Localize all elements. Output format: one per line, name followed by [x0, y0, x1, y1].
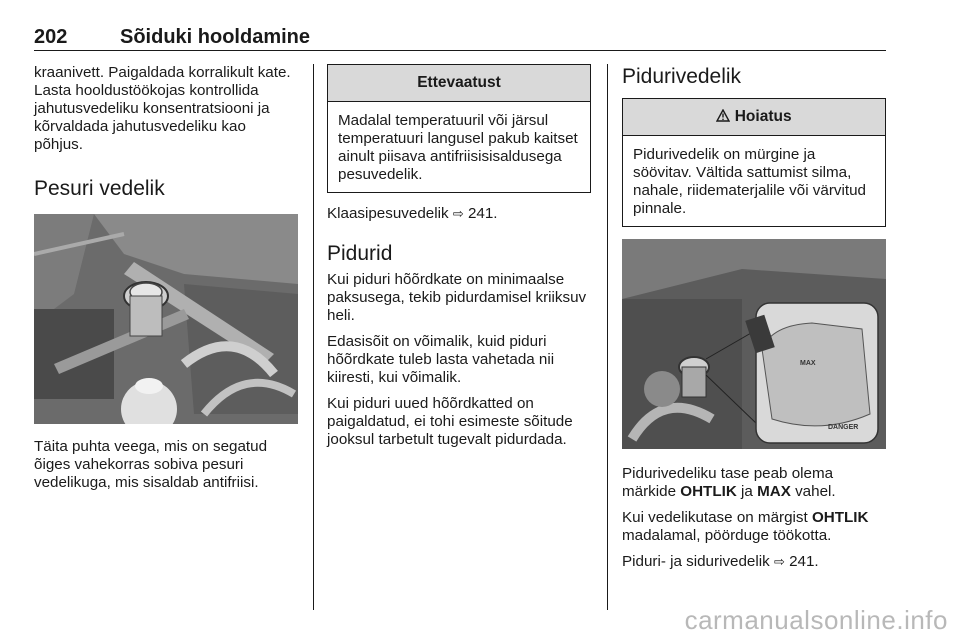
danger-label: DANGER [828, 424, 859, 431]
arrow-reference-icon: ⇨ [452, 206, 464, 221]
warning-box [622, 98, 886, 227]
brake-fluid-low-paragraph [622, 509, 886, 545]
brakes-paragraph: Kui piduri uued hõõrdkatted on paigaldatud, ei tohi esimeste sõitude jooksul tarbetult tugevalt pidurdada. [327, 395, 573, 448]
washer-fluid-reservoir-image [34, 214, 298, 424]
section-heading-brakes: Pidurid [327, 242, 393, 265]
brake-fluid-reservoir-image [622, 239, 886, 449]
watermark: carmanualsonline.info [684, 605, 948, 635]
max-label: MAX [800, 360, 816, 367]
column-left [34, 64, 298, 500]
page-header [34, 26, 886, 51]
washer-fluid-reference [327, 205, 591, 223]
section-heading-brake-fluid: Pidurivedelik [622, 65, 742, 88]
ohtlik-mark: OHTLIK [811, 509, 869, 526]
column-divider [313, 64, 314, 610]
page-number: 202 [34, 26, 68, 48]
reference-label: Klaasipesuvedelik [327, 205, 449, 222]
reference-label: Piduri- ja sidurivedelik [622, 553, 770, 570]
arrow-reference-icon: ⇨ [773, 554, 785, 569]
intro-paragraph: kraanivett. Paigaldada korralikult kate. Lasta hooldustöökojas kontrollida jahutusvedeliku konsentratsiooni ja kõrvaldada jahutusvedeliku kao põhjus. [34, 64, 291, 153]
caution-title: Ettevaatust [328, 65, 590, 102]
caution-box [327, 64, 591, 193]
washer-fluid-caption: Täita puhta veega, mis on segatud õiges vahekorras sobiva pesuri vedelikuga, mis sisaldab antifriisi. [34, 438, 268, 491]
column-middle [327, 64, 591, 457]
warning-title: Hoiatus [734, 108, 792, 125]
text-span: Kui vedelikutase on märgist [622, 509, 808, 526]
text-span: madalamal, pöörduge töökotta. [622, 527, 832, 544]
warning-triangle-icon [716, 108, 734, 125]
brake-fluid-reference [622, 553, 886, 571]
text-span: ja [741, 483, 753, 500]
reference-page-link[interactable]: 241. [467, 205, 498, 222]
text-span: Pidurivedeliku tase peab olema märkide [622, 465, 834, 500]
column-divider [607, 64, 608, 610]
text-span: vahel. [795, 483, 836, 500]
ohtlik-mark: OHTLIK [680, 483, 737, 500]
page-title: Sõiduki hooldamine [120, 26, 311, 48]
warning-text: Pidurivedelik on mürgine ja söövitav. Vältida sattumist silma, nahale, riidematerjalile või värvitud pinnale. [633, 146, 866, 217]
max-mark: MAX [757, 483, 791, 500]
warning-header [623, 99, 885, 136]
column-right [622, 64, 886, 579]
section-heading-washer-fluid: Pesuri vedelik [34, 177, 165, 200]
reference-page-link[interactable]: 241. [789, 553, 819, 570]
brakes-paragraph: Edasisõit on võimalik, kuid piduri hõõrdkate tuleb lasta vahetada nii kiiresti, kui võimalik. [327, 333, 555, 386]
caution-text: Madalal temperatuuril või järsul temperatuuri langusel pakub kaitset ainult piisava antifriisisisaldusega pesuvedelik. [338, 112, 578, 183]
brake-fluid-level-paragraph [622, 465, 886, 501]
brakes-paragraph: Kui piduri hõõrdkate on minimaalse paksusega, tekib pidurdamisel kriiksuv heli. [327, 271, 587, 324]
